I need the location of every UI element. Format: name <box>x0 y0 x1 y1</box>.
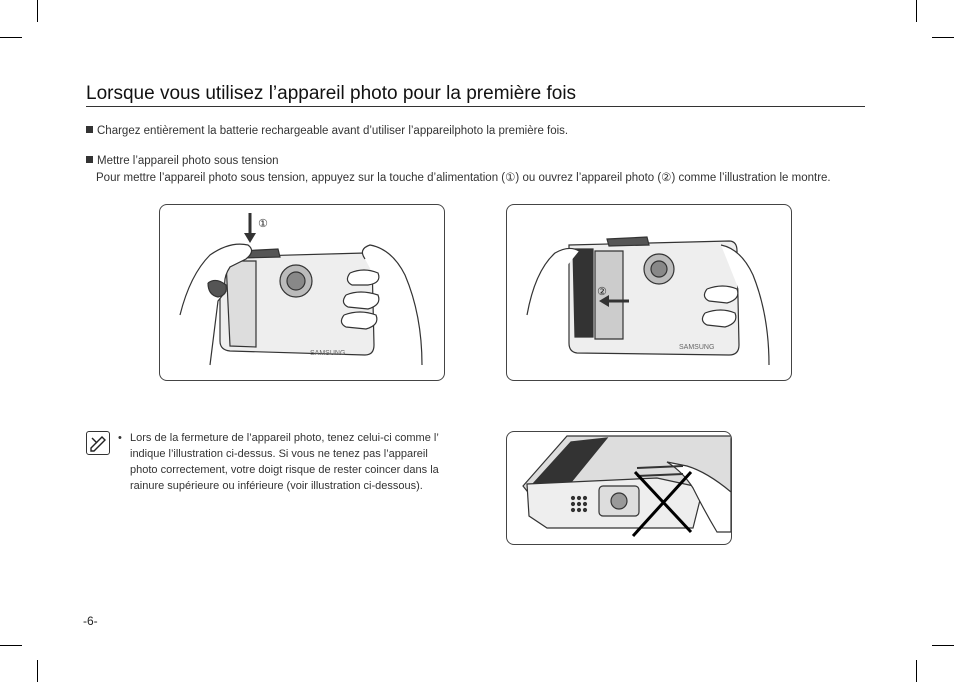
note-pencil-icon <box>86 431 110 455</box>
crop-mark <box>932 37 954 38</box>
crop-mark <box>932 645 954 646</box>
square-bullet-icon <box>86 156 93 163</box>
square-bullet-icon <box>86 126 93 133</box>
crop-mark <box>916 660 917 682</box>
brand-label: SAMSUNG <box>310 350 346 357</box>
note-bullet: • <box>118 432 122 444</box>
bullet-charge-battery <box>86 124 568 138</box>
camera-bottom-drawing <box>507 432 731 544</box>
illustration-power-button <box>159 204 445 381</box>
illustration-wrong-grip <box>506 431 732 545</box>
bullet-text: Chargez entièrement la batterie rechargeable avant d’utiliser l’appareilphoto la première fois. <box>97 125 569 137</box>
camera-hands-drawing <box>507 205 791 380</box>
page-number: -6- <box>83 614 98 628</box>
crop-mark <box>0 37 22 38</box>
bullet-text: Mettre l’appareil photo sous tension <box>97 155 279 167</box>
illustration-open-slide <box>506 204 792 381</box>
camera-hands-drawing <box>160 205 444 380</box>
crop-mark <box>37 0 38 22</box>
marker-one: ① <box>258 217 268 230</box>
crop-mark <box>37 660 38 682</box>
crop-mark <box>916 0 917 22</box>
note-block <box>118 430 448 494</box>
note-text: Lors de la fermeture de l’appareil photo, tenez celui-ci comme l’ indique l’illustration ci-dessus. Si vous ne tenez pas l’appareil photo correctement, votre doigt risque de rester coincer dans la rainure supérieure ou inférieure (voir illustration ci-dessous). <box>130 432 439 492</box>
brand-label: SAMSUNG <box>679 344 715 351</box>
page-title: Lorsque vous utilisez l’appareil photo pour la première fois <box>86 83 865 107</box>
bullet-power-on <box>86 154 279 168</box>
marker-two: ② <box>597 285 607 298</box>
bullet-power-on-detail: Pour mettre l’appareil photo sous tension, appuyez sur la touche d’alimentation (①) ou ouvrez l’appareil photo (②) comme l’illustration le montre. <box>96 172 831 184</box>
crop-mark <box>0 645 22 646</box>
